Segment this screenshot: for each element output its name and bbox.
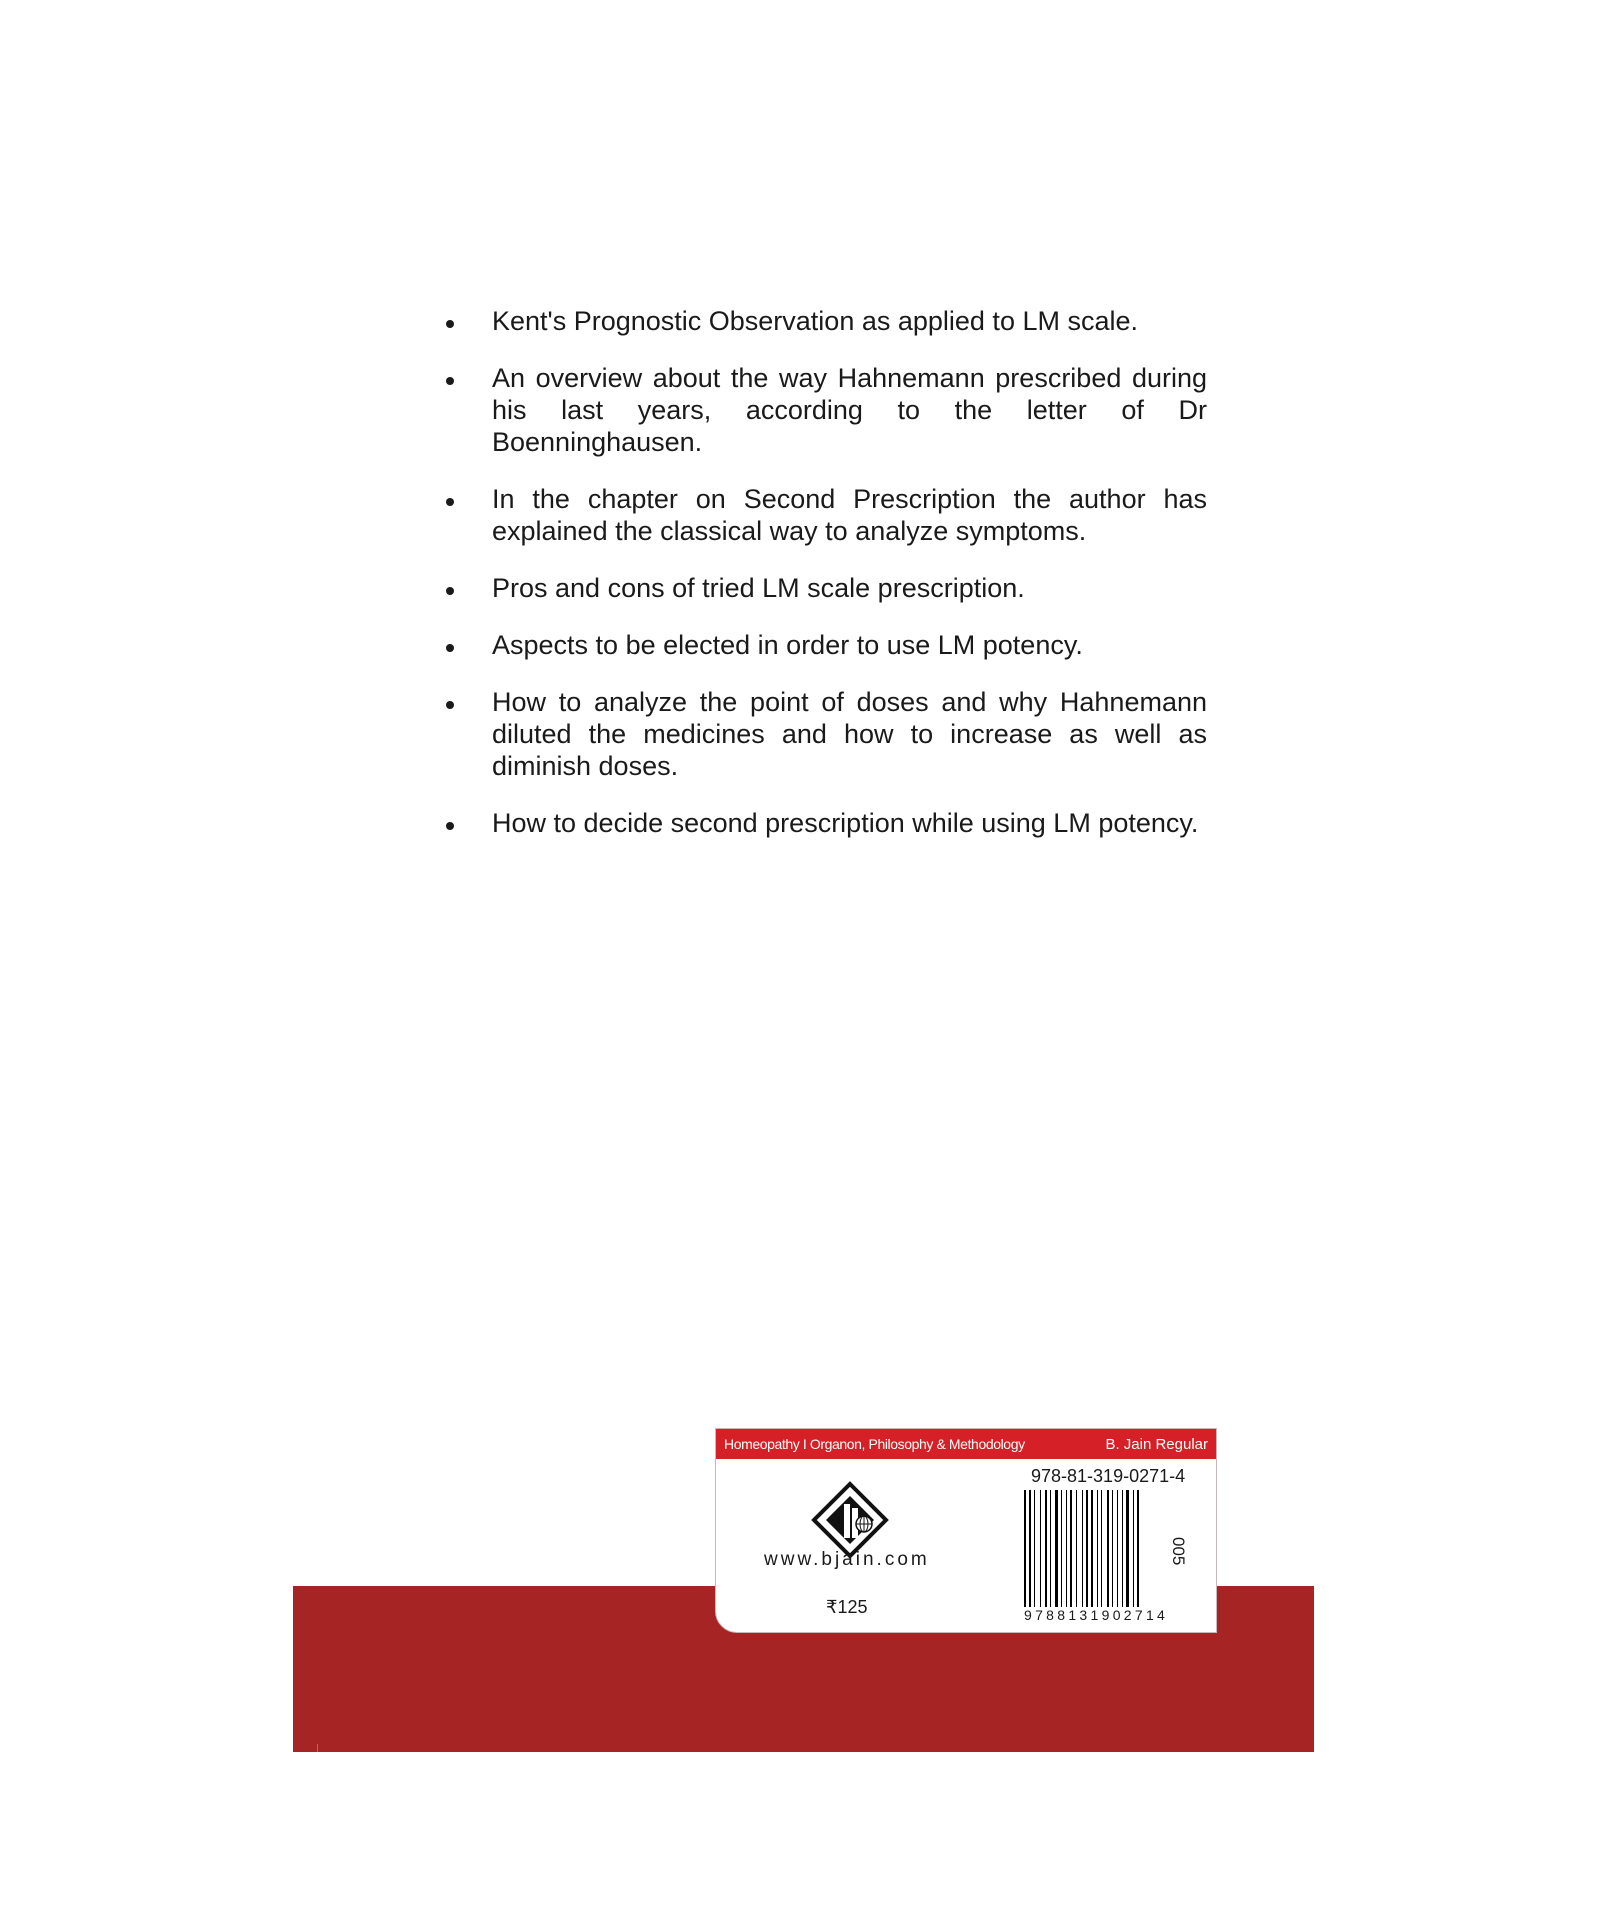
isbn-text: 978-81-319-0271-4 [1031, 1466, 1186, 1486]
website-text: www.bjain.com [764, 1549, 930, 1570]
barcode-bar [1029, 1490, 1031, 1623]
feature-list [437, 305, 1207, 864]
feature-text: How to decide second prescription while using LM potency. [492, 808, 1199, 838]
barcode-bar [1117, 1490, 1118, 1623]
barcode-bar [1061, 1490, 1062, 1623]
trim-mark [317, 1744, 318, 1752]
series-text: B. Jain Regular [1105, 1435, 1208, 1453]
barcode-bar [1066, 1490, 1067, 1623]
feature-item [437, 807, 1207, 839]
feature-item [437, 305, 1207, 337]
bjain-logo-icon [810, 1480, 890, 1560]
bullet-icon [446, 377, 454, 385]
feature-item [437, 629, 1207, 661]
category-text: Homeopathy I Organon, Philosophy & Methodology [724, 1436, 1025, 1452]
barcode-bar [1070, 1490, 1072, 1623]
barcode-bar [1101, 1490, 1102, 1623]
barcode-digits: 9788131902714 [1024, 1607, 1169, 1623]
barcode-bar [1076, 1490, 1077, 1623]
barcode-bar [1040, 1490, 1041, 1623]
feature-text: Kent's Prognostic Observation as applied to LM scale. [492, 306, 1138, 336]
barcode-bar [1024, 1490, 1026, 1623]
publisher-label [715, 1428, 1217, 1633]
bullet-icon [446, 498, 454, 506]
feature-text: An overview about the way Hahnemann prescribed during his last years, according to the letter of Dr Boenninghausen. [492, 363, 1207, 457]
feature-item [437, 483, 1207, 547]
price-text: ₹125 [826, 1597, 868, 1617]
barcode-bar [1055, 1490, 1058, 1623]
barcode-bar [1137, 1490, 1139, 1623]
feature-item [437, 686, 1207, 782]
barcode-bar [1045, 1490, 1047, 1623]
barcode-bar [1122, 1490, 1123, 1623]
addon-code-text: 005 [1169, 1537, 1188, 1566]
bullet-icon [446, 822, 454, 830]
barcode-bar [1107, 1490, 1109, 1623]
barcode-icon [1022, 1490, 1192, 1623]
barcode-bar [1082, 1490, 1083, 1623]
bullet-icon [446, 587, 454, 595]
bullet-icon [446, 320, 454, 328]
feature-text: Pros and cons of tried LM scale prescription. [492, 573, 1025, 603]
feature-item [437, 572, 1207, 604]
feature-text: In the chapter on Second Prescription the author has explained the classical way to analyze symptoms. [492, 484, 1207, 546]
bullet-icon [446, 644, 454, 652]
label-header [716, 1429, 1216, 1459]
barcode-bar [1097, 1490, 1098, 1623]
barcode-bar [1133, 1490, 1134, 1623]
feature-text: How to analyze the point of doses and why Hahnemann diluted the medicines and how to increase as well as diminish doses. [492, 687, 1207, 781]
barcode-bar [1086, 1490, 1088, 1623]
barcode-bar [1034, 1490, 1035, 1623]
barcode-bar [1126, 1490, 1129, 1623]
barcode-bar [1050, 1490, 1051, 1623]
barcode-bar [1112, 1490, 1113, 1623]
feature-text: Aspects to be elected in order to use LM potency. [492, 630, 1083, 660]
feature-item [437, 362, 1207, 458]
barcode-bar [1091, 1490, 1093, 1623]
bullet-icon [446, 701, 454, 709]
